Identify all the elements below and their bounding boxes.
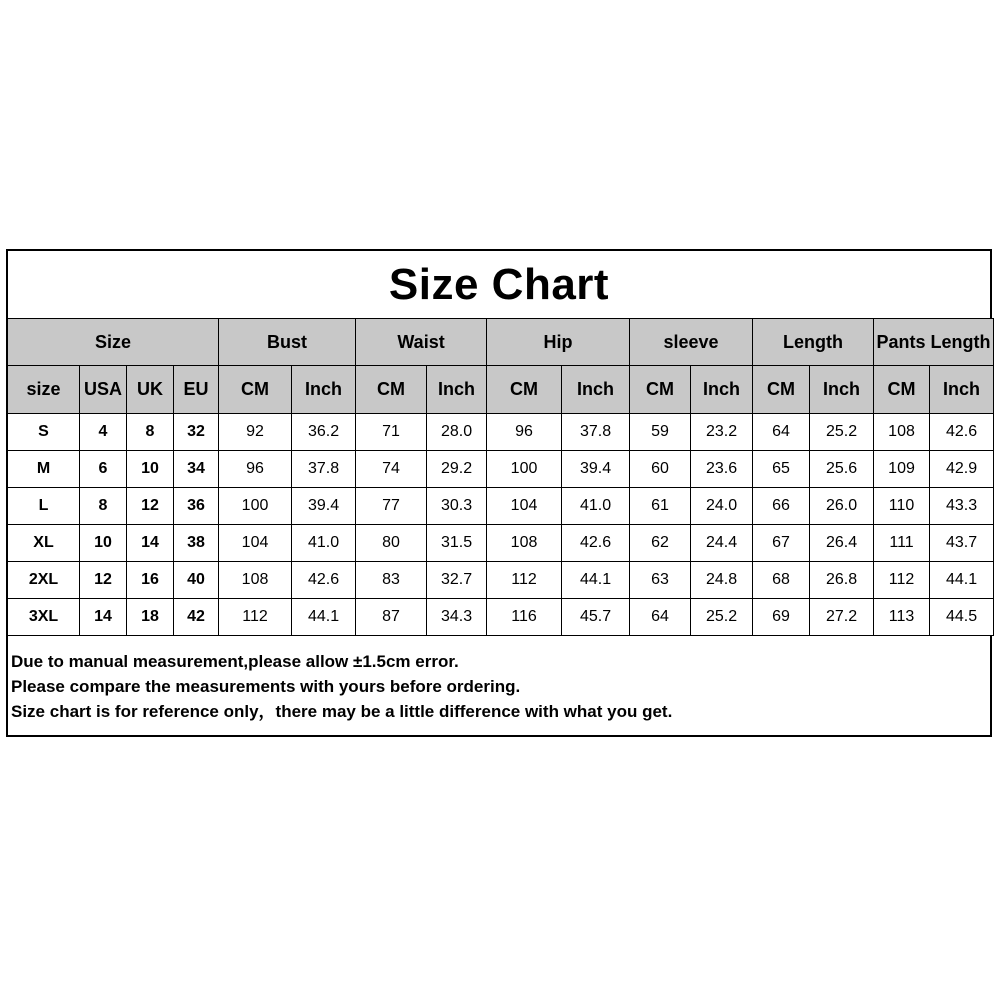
table-cell: 60 — [630, 451, 691, 488]
subheader-cell: Inch — [930, 366, 994, 414]
table-cell: XL — [8, 525, 80, 562]
table-cell: 8 — [127, 414, 174, 451]
table-cell: 71 — [356, 414, 427, 451]
table-cell: 38 — [174, 525, 219, 562]
table-cell: 108 — [874, 414, 930, 451]
table-cell: 108 — [219, 562, 292, 599]
table-cell: 42.6 — [562, 525, 630, 562]
table-cell: 25.2 — [810, 414, 874, 451]
table-cell: 67 — [753, 525, 810, 562]
table-cell: M — [8, 451, 80, 488]
table-cell: 28.0 — [427, 414, 487, 451]
table-cell: 96 — [219, 451, 292, 488]
size-chart-frame — [6, 249, 992, 737]
table-cell: 64 — [630, 599, 691, 636]
subheader-cell: CM — [753, 366, 810, 414]
subheader-cell: USA — [80, 366, 127, 414]
table-cell: 25.6 — [810, 451, 874, 488]
table-cell: 30.3 — [427, 488, 487, 525]
subheader-cell: CM — [630, 366, 691, 414]
table-cell: 8 — [80, 488, 127, 525]
table-cell: 68 — [753, 562, 810, 599]
subheader-cell: Inch — [292, 366, 356, 414]
size-table — [7, 318, 994, 636]
table-cell: 61 — [630, 488, 691, 525]
group-header-bust: Bust — [219, 319, 356, 366]
table-cell: 63 — [630, 562, 691, 599]
table-cell: 41.0 — [562, 488, 630, 525]
table-cell: 24.8 — [691, 562, 753, 599]
subheader-cell: CM — [874, 366, 930, 414]
table-cell: 10 — [127, 451, 174, 488]
chart-title: Size Chart — [388, 259, 610, 309]
table-cell: 44.5 — [930, 599, 994, 636]
table-cell: 6 — [80, 451, 127, 488]
table-cell: 44.1 — [562, 562, 630, 599]
table-cell: 23.2 — [691, 414, 753, 451]
table-cell: 45.7 — [562, 599, 630, 636]
table-cell: 83 — [356, 562, 427, 599]
table-row — [8, 525, 994, 562]
table-cell: 36 — [174, 488, 219, 525]
table-cell: 12 — [80, 562, 127, 599]
table-cell: 112 — [219, 599, 292, 636]
table-cell: 42.9 — [930, 451, 994, 488]
table-cell: 62 — [630, 525, 691, 562]
table-row — [8, 451, 994, 488]
table-cell: S — [8, 414, 80, 451]
table-cell: 34 — [174, 451, 219, 488]
table-cell: 43.7 — [930, 525, 994, 562]
table-cell: 34.3 — [427, 599, 487, 636]
table-cell: 37.8 — [562, 414, 630, 451]
table-cell: 24.4 — [691, 525, 753, 562]
table-cell: 42.6 — [292, 562, 356, 599]
table-cell: 42 — [174, 599, 219, 636]
table-cell: 64 — [753, 414, 810, 451]
table-cell: 27.2 — [810, 599, 874, 636]
table-cell: 87 — [356, 599, 427, 636]
table-cell: 29.2 — [427, 451, 487, 488]
table-cell: 109 — [874, 451, 930, 488]
table-cell: 111 — [874, 525, 930, 562]
table-cell: 12 — [127, 488, 174, 525]
table-cell: 80 — [356, 525, 427, 562]
table-cell: 18 — [127, 599, 174, 636]
table-cell: 32 — [174, 414, 219, 451]
group-header-pants-length: Pants Length — [874, 319, 994, 366]
table-cell: 96 — [487, 414, 562, 451]
subheader-row — [8, 366, 994, 414]
table-cell: 112 — [487, 562, 562, 599]
table-cell: 23.6 — [691, 451, 753, 488]
table-cell: L — [8, 488, 80, 525]
subheader-cell: Inch — [427, 366, 487, 414]
table-cell: 69 — [753, 599, 810, 636]
note-line: Due to manual measurement,please allow ±1.5cm error. — [11, 652, 459, 671]
subheader-cell: CM — [356, 366, 427, 414]
subheader-cell: EU — [174, 366, 219, 414]
table-cell: 24.0 — [691, 488, 753, 525]
table-cell: 112 — [874, 562, 930, 599]
table-cell: 31.5 — [427, 525, 487, 562]
note-line: Please compare the measurements with yours before ordering. — [11, 677, 521, 696]
table-cell: 25.2 — [691, 599, 753, 636]
table-cell: 44.1 — [292, 599, 356, 636]
group-header-sleeve: sleeve — [630, 319, 753, 366]
subheader-cell: Inch — [810, 366, 874, 414]
table-row — [8, 488, 994, 525]
table-cell: 104 — [487, 488, 562, 525]
table-row — [8, 414, 994, 451]
group-header-hip: Hip — [487, 319, 630, 366]
table-cell: 74 — [356, 451, 427, 488]
subheader-cell: Inch — [691, 366, 753, 414]
table-cell: 41.0 — [292, 525, 356, 562]
table-cell: 26.0 — [810, 488, 874, 525]
table-cell: 37.8 — [292, 451, 356, 488]
table-cell: 32.7 — [427, 562, 487, 599]
table-cell: 65 — [753, 451, 810, 488]
table-cell: 104 — [219, 525, 292, 562]
table-cell: 26.4 — [810, 525, 874, 562]
note-line: Size chart is for reference only，there may be a little difference with what you get. — [11, 702, 673, 721]
table-cell: 110 — [874, 488, 930, 525]
table-cell: 100 — [219, 488, 292, 525]
table-cell: 92 — [219, 414, 292, 451]
table-cell: 4 — [80, 414, 127, 451]
table-cell: 26.8 — [810, 562, 874, 599]
table-cell: 2XL — [8, 562, 80, 599]
table-cell: 3XL — [8, 599, 80, 636]
table-cell: 59 — [630, 414, 691, 451]
group-header-row — [8, 319, 994, 366]
group-header-size: Size — [8, 319, 219, 366]
table-cell: 113 — [874, 599, 930, 636]
table-cell: 108 — [487, 525, 562, 562]
table-cell: 77 — [356, 488, 427, 525]
table-cell: 10 — [80, 525, 127, 562]
table-cell: 16 — [127, 562, 174, 599]
subheader-cell: CM — [219, 366, 292, 414]
notes — [11, 649, 672, 724]
table-cell: 40 — [174, 562, 219, 599]
table-cell: 39.4 — [292, 488, 356, 525]
subheader-cell: UK — [127, 366, 174, 414]
table-row — [8, 562, 994, 599]
table-cell: 14 — [127, 525, 174, 562]
table-row — [8, 599, 994, 636]
table-cell: 14 — [80, 599, 127, 636]
table-cell: 66 — [753, 488, 810, 525]
table-cell: 116 — [487, 599, 562, 636]
table-cell: 39.4 — [562, 451, 630, 488]
table-cell: 42.6 — [930, 414, 994, 451]
table-cell: 36.2 — [292, 414, 356, 451]
subheader-cell: size — [8, 366, 80, 414]
subheader-cell: Inch — [562, 366, 630, 414]
subheader-cell: CM — [487, 366, 562, 414]
group-header-waist: Waist — [356, 319, 487, 366]
table-cell: 100 — [487, 451, 562, 488]
table-cell: 43.3 — [930, 488, 994, 525]
group-header-length: Length — [753, 319, 874, 366]
table-cell: 44.1 — [930, 562, 994, 599]
